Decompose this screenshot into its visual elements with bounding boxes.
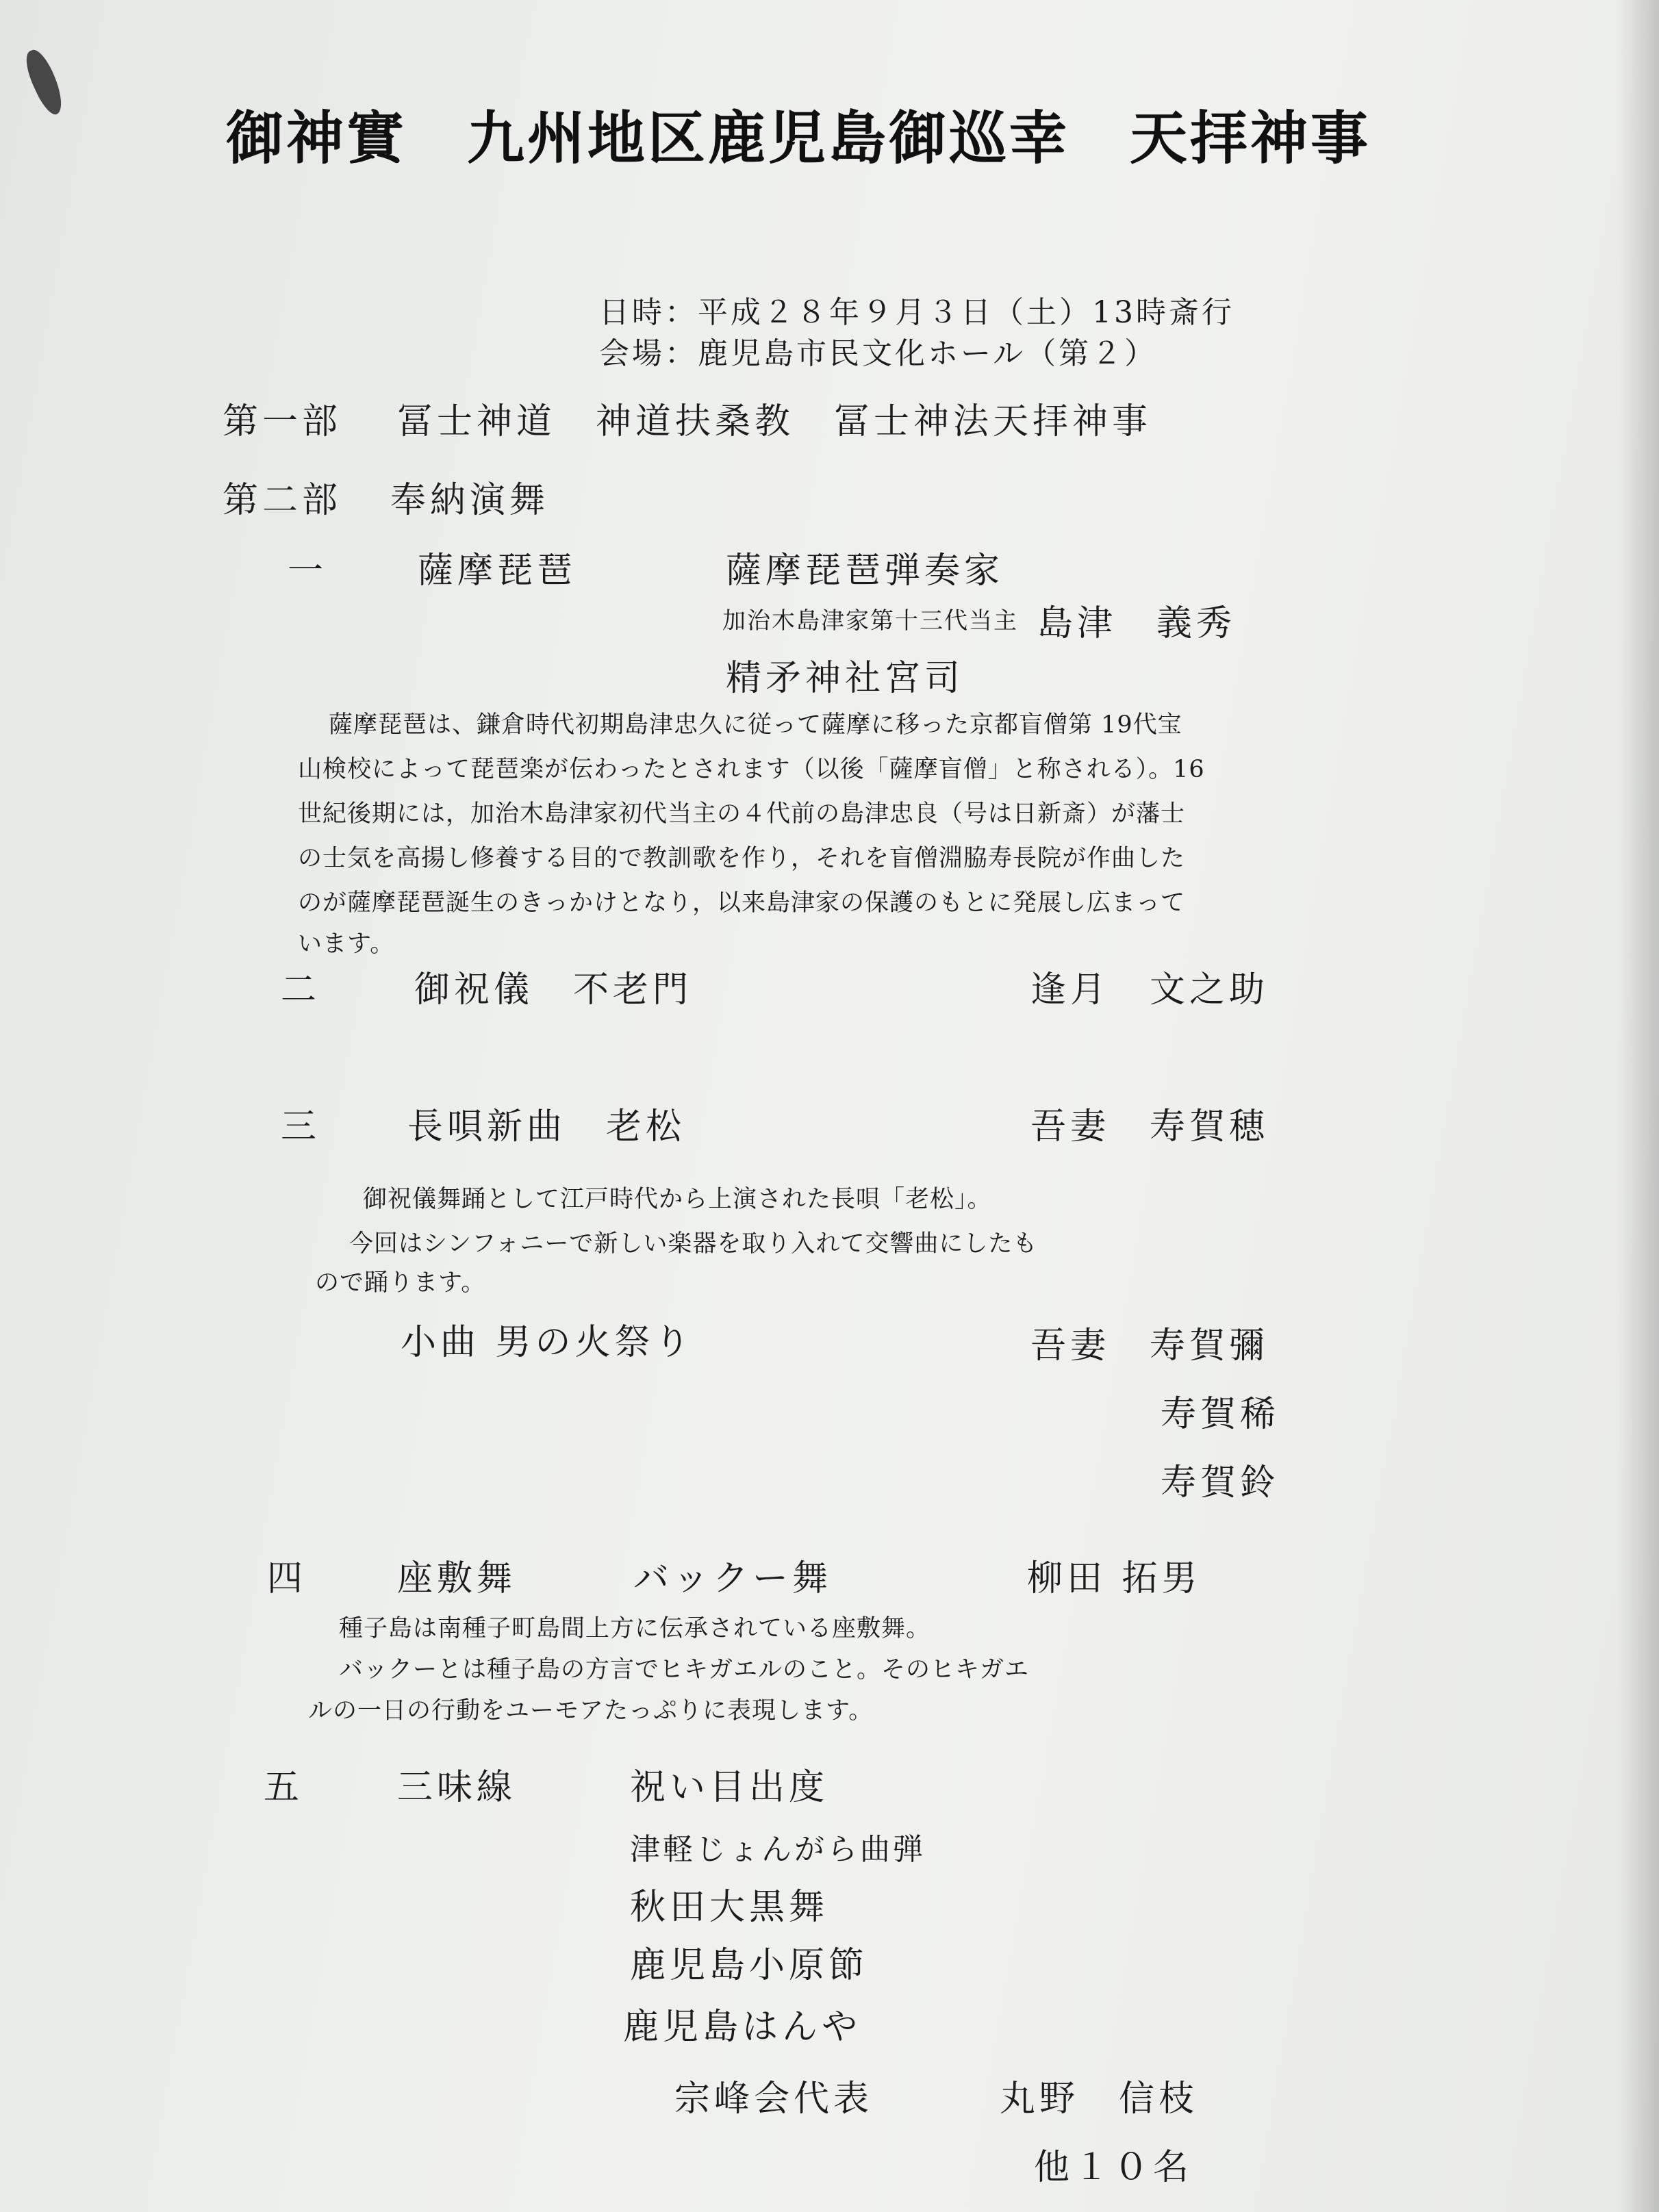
item4-desc-line: 種子島は南種子町島間上方に伝承されている座敷舞。 xyxy=(339,1615,931,1642)
item3-sub-title: 小曲 男の火祭り xyxy=(401,1322,694,1363)
item5-performer: 丸野 信枝 xyxy=(1000,2078,1199,2120)
item1-desc-line: 薩摩琵琶は、鎌倉時代初期島津忠久に従って薩摩に移った京都盲僧第 19代宝 xyxy=(329,711,1182,739)
item1-number: 一 xyxy=(288,550,324,592)
part2-text: 奉納演舞 xyxy=(390,480,550,521)
item1-desc-line: います。 xyxy=(298,930,395,958)
part2-label: 第二部 xyxy=(223,480,342,521)
item2-number: 二 xyxy=(281,969,317,1010)
part1-text: 冨士神道 神道扶桑教 冨士神法天拝神事 xyxy=(397,401,1152,442)
item1-performer: 島津 義秀 xyxy=(1037,603,1237,644)
item3-performer: 吾妻 寿賀穂 xyxy=(1030,1106,1269,1147)
item1-role1: 薩摩琵琶弾奏家 xyxy=(726,550,1004,592)
item4-performer: 柳田 拓男 xyxy=(1027,1558,1202,1599)
item4-title2: バックー舞 xyxy=(633,1558,833,1599)
ink-smudge xyxy=(19,47,69,118)
item2-title: 御祝儀 不老門 xyxy=(414,969,693,1010)
item4-number: 四 xyxy=(267,1558,303,1599)
item5-group: 宗峰会代表 xyxy=(674,2078,874,2120)
item3-sub-performer: 寿賀鈴 xyxy=(1161,1462,1280,1503)
item1-role2: 加治木島津家第十三代当主 xyxy=(722,607,1018,635)
item1-role3: 精矛神社宮司 xyxy=(726,658,965,699)
item4-title: 座敷舞 xyxy=(397,1558,517,1599)
item1-desc-line: のが薩摩琵琶誕生のきっかけとなり，以来島津家の保護のもとに発展し広まって xyxy=(298,889,1186,917)
item5-others: 他１０名 xyxy=(1034,2147,1193,2188)
item3-sub-performer: 寿賀稀 xyxy=(1161,1394,1280,1435)
item1-desc-line: の士気を高揚し修養する目的で教訓歌を作り，それを盲僧淵脇寿長院が作曲した xyxy=(298,845,1186,872)
item5-piece: 鹿児島はんや xyxy=(623,2007,862,2048)
item2-performer: 逢月 文之助 xyxy=(1030,969,1269,1010)
page-shadow xyxy=(1618,0,1659,2212)
item3-desc-line: ので踊ります。 xyxy=(315,1269,486,1297)
item4-desc-line: バックーとは種子島の方言でヒキガエルのこと。そのヒキガエ xyxy=(339,1656,1030,1683)
item3-sub-performer: 吾妻 寿賀彌 xyxy=(1030,1325,1269,1366)
item1-title: 薩摩琵琶 xyxy=(418,550,577,592)
item3-title: 長唄新曲 老松 xyxy=(407,1106,686,1147)
item4-desc-line: ルの一日の行動をユーモアたっぷりに表現します。 xyxy=(308,1697,874,1725)
document-title: 御神實 九州地区鹿児島御巡幸 天拝神事 xyxy=(226,105,1371,172)
part1-label: 第一部 xyxy=(223,401,342,442)
item3-number: 三 xyxy=(281,1106,317,1147)
item5-title: 三味線 xyxy=(397,1767,517,1808)
item3-desc-line: 今回はシンフォニーで新しい楽器を取り入れて交響曲にしたも xyxy=(349,1230,1038,1258)
event-datetime: 日時：平成２８年９月３日（土）13時斎行 xyxy=(599,295,1234,330)
item1-desc-line: 世紀後期には，加治木島津家初代当主の４代前の島津忠良（号は日新斎）が藩士 xyxy=(298,800,1186,828)
item5-piece: 祝い目出度 xyxy=(630,1767,829,1808)
item5-piece: 秋田大黒舞 xyxy=(630,1887,829,1928)
item5-piece: 津軽じょんがら曲弾 xyxy=(630,1832,926,1867)
item5-number: 五 xyxy=(264,1767,300,1808)
item3-desc-line: 御祝儀舞踊として江戸時代から上演された長唄「老松」。 xyxy=(363,1186,992,1213)
event-venue: 会場：鹿児島市民文化ホール（第２） xyxy=(599,336,1158,371)
item5-piece: 鹿児島小原節 xyxy=(630,1945,869,1986)
item1-desc-line: 山検校によって琵琶楽が伝わったとされます（以後「薩摩盲僧」と称される）。16 xyxy=(298,756,1205,783)
